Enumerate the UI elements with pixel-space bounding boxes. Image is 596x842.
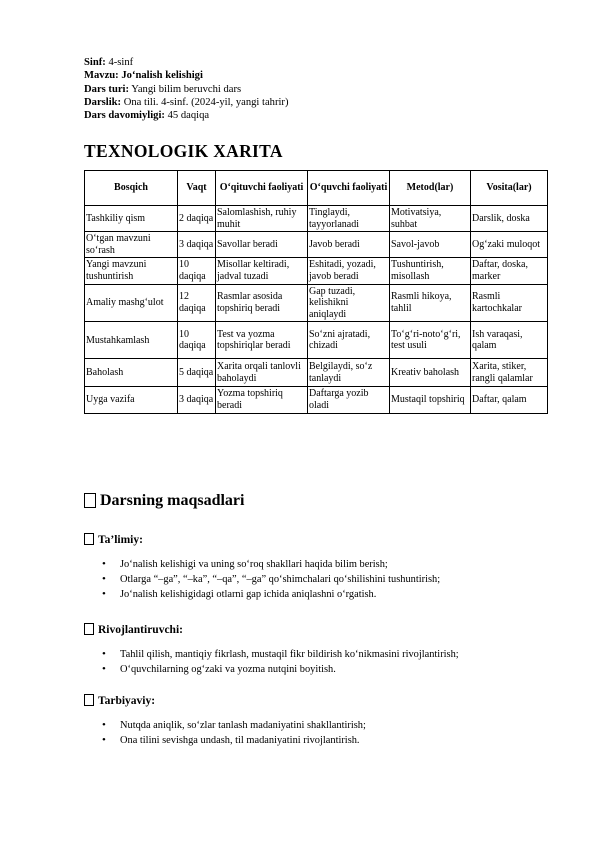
lesson-info (84, 56, 288, 122)
missing-glyph-box-icon (84, 493, 96, 508)
table-cell: Xarita orqali tanlovli baholaydi (216, 359, 308, 387)
column-header: Metod(lar) (390, 171, 471, 206)
table-cell: Rasmli hikoya, tahlil (390, 284, 471, 322)
goal-list-upbringing (102, 718, 532, 748)
goal-heading-developmental: Rivojlantiruvchi: (84, 623, 183, 636)
table-row (85, 284, 548, 322)
technology-map-table (84, 170, 548, 414)
column-header: O‘quvchi faoliyati (308, 171, 390, 206)
meta-duration: Dars davomiyligi: 45 daqiqa (84, 110, 210, 122)
column-header: Bosqich (85, 171, 178, 206)
table-cell: 10 daqiqa (178, 258, 216, 284)
table-row (85, 387, 548, 413)
table-cell: Daftar, qalam (471, 387, 548, 413)
list-item: • Jo‘nalish kelishigi va uning so‘roq shakllari haqida bilim berish; (102, 557, 532, 572)
table-cell: Mustaqil topshiriq (390, 387, 471, 413)
column-header: Vaqt (178, 171, 216, 206)
table-cell: Kreativ baholash (390, 359, 471, 387)
table-cell: Uyga vazifa (85, 387, 178, 413)
table-row (85, 322, 548, 359)
goal-list-developmental (102, 647, 532, 677)
table-cell: Savollar beradi (216, 232, 308, 258)
table-cell: Misollar keltiradi, jadval tuzadi (216, 258, 308, 284)
goal-heading-upbringing: Tarbiyaviy: (84, 694, 155, 707)
page-title: TEXNOLOGIK XARITA (84, 141, 283, 161)
list-item: • Ona tilini sevishga undash, til madaniyatini rivojlantirish. (102, 733, 532, 748)
table-cell: Daftar, doska, marker (471, 258, 548, 284)
column-header: O‘qituvchi faoliyati (216, 171, 308, 206)
meta-lesson-type: Dars turi: Yangi bilim beruvchi dars (84, 83, 242, 95)
table-row (85, 232, 548, 258)
table-cell: Rasmli kartochkalar (471, 284, 548, 322)
table-cell: Salomlashish, ruhiy muhit (216, 206, 308, 232)
list-item: • Jo‘nalish kelishigidagi otlarni gap ichida aniqlashni o‘rgatish. (102, 587, 532, 602)
table-cell: Rasmlar asosida topshiriq beradi (216, 284, 308, 322)
list-item: • Nutqda aniqlik, so‘zlar tanlash madaniyatini shakllantirish; (102, 718, 532, 733)
table-cell: Mustahkamlash (85, 322, 178, 359)
table-cell: Darslik, doska (471, 206, 548, 232)
column-header: Vosita(lar) (471, 171, 548, 206)
table-cell: 3 daqiqa (178, 232, 216, 258)
table-cell: 3 daqiqa (178, 387, 216, 413)
table-cell: 12 daqiqa (178, 284, 216, 322)
missing-glyph-box-icon (84, 694, 94, 706)
table-cell: Amaliy mashg‘ulot (85, 284, 178, 322)
table-cell: Eshitadi, yozadi, javob beradi (308, 258, 390, 284)
table-cell: 2 daqiqa (178, 206, 216, 232)
table-cell: Yozma topshiriq beradi (216, 387, 308, 413)
table-row (85, 206, 548, 232)
goal-list-educational (102, 557, 532, 602)
missing-glyph-box-icon (84, 623, 94, 635)
table-cell: Belgilaydi, so‘z tanlaydi (308, 359, 390, 387)
list-item: • Tahlil qilish, mantiqiy fikrlash, mustaqil fikr bildirish ko‘nikmasini rivojlantirish; (102, 647, 532, 662)
table-cell: Xarita, stiker, rangli qalamlar (471, 359, 548, 387)
table-cell: Baholash (85, 359, 178, 387)
table-cell: Savol-javob (390, 232, 471, 258)
table-cell: To‘g‘ri-noto‘g‘ri, test usuli (390, 322, 471, 359)
table-cell: So‘zni ajratadi, chizadi (308, 322, 390, 359)
table-row (85, 359, 548, 387)
table-cell: Tashkiliy qism (85, 206, 178, 232)
table-cell: O‘tgan mavzuni so‘rash (85, 232, 178, 258)
meta-grade: Sinf: 4-sinf (84, 57, 134, 68)
table-cell: Tushuntirish, misollash (390, 258, 471, 284)
table-cell: Yangi mavzuni tushuntirish (85, 258, 178, 284)
table-cell: Og‘zaki muloqot (471, 232, 548, 258)
table-cell: Test va yozma topshiriqlar beradi (216, 322, 308, 359)
table-cell: Tinglaydi, tayyorlanadi (308, 206, 390, 232)
list-item: • O‘quvchilarning og‘zaki va yozma nutqini boyitish. (102, 662, 532, 677)
meta-textbook: Darslik: Ona tili. 4-sinf. (2024-yil, yangi tahrir) (84, 96, 289, 108)
table-cell: Motivatsiya, suhbat (390, 206, 471, 232)
goal-heading-educational: Ta’limiy: (84, 533, 143, 546)
section-heading-goals: Darsning maqsadlari (84, 492, 244, 510)
table-cell: Ish varaqasi, qalam (471, 322, 548, 359)
table-cell: Gap tuzadi, kelishikni aniqlaydi (308, 284, 390, 322)
meta-topic: Mavzu: Jo‘nalish kelishigi (84, 70, 203, 82)
list-item: • Otlarga “–ga”, “–ka”, “–qa”, “–ga” qo‘shimchalari qo‘shilishini tushuntirish; (102, 572, 532, 587)
missing-glyph-box-icon (84, 533, 94, 545)
table-cell: Daftarga yozib oladi (308, 387, 390, 413)
table-cell: 5 daqiqa (178, 359, 216, 387)
table-header-row (85, 171, 548, 206)
table-cell: Javob beradi (308, 232, 390, 258)
table-cell: 10 daqiqa (178, 322, 216, 359)
table-row (85, 258, 548, 284)
